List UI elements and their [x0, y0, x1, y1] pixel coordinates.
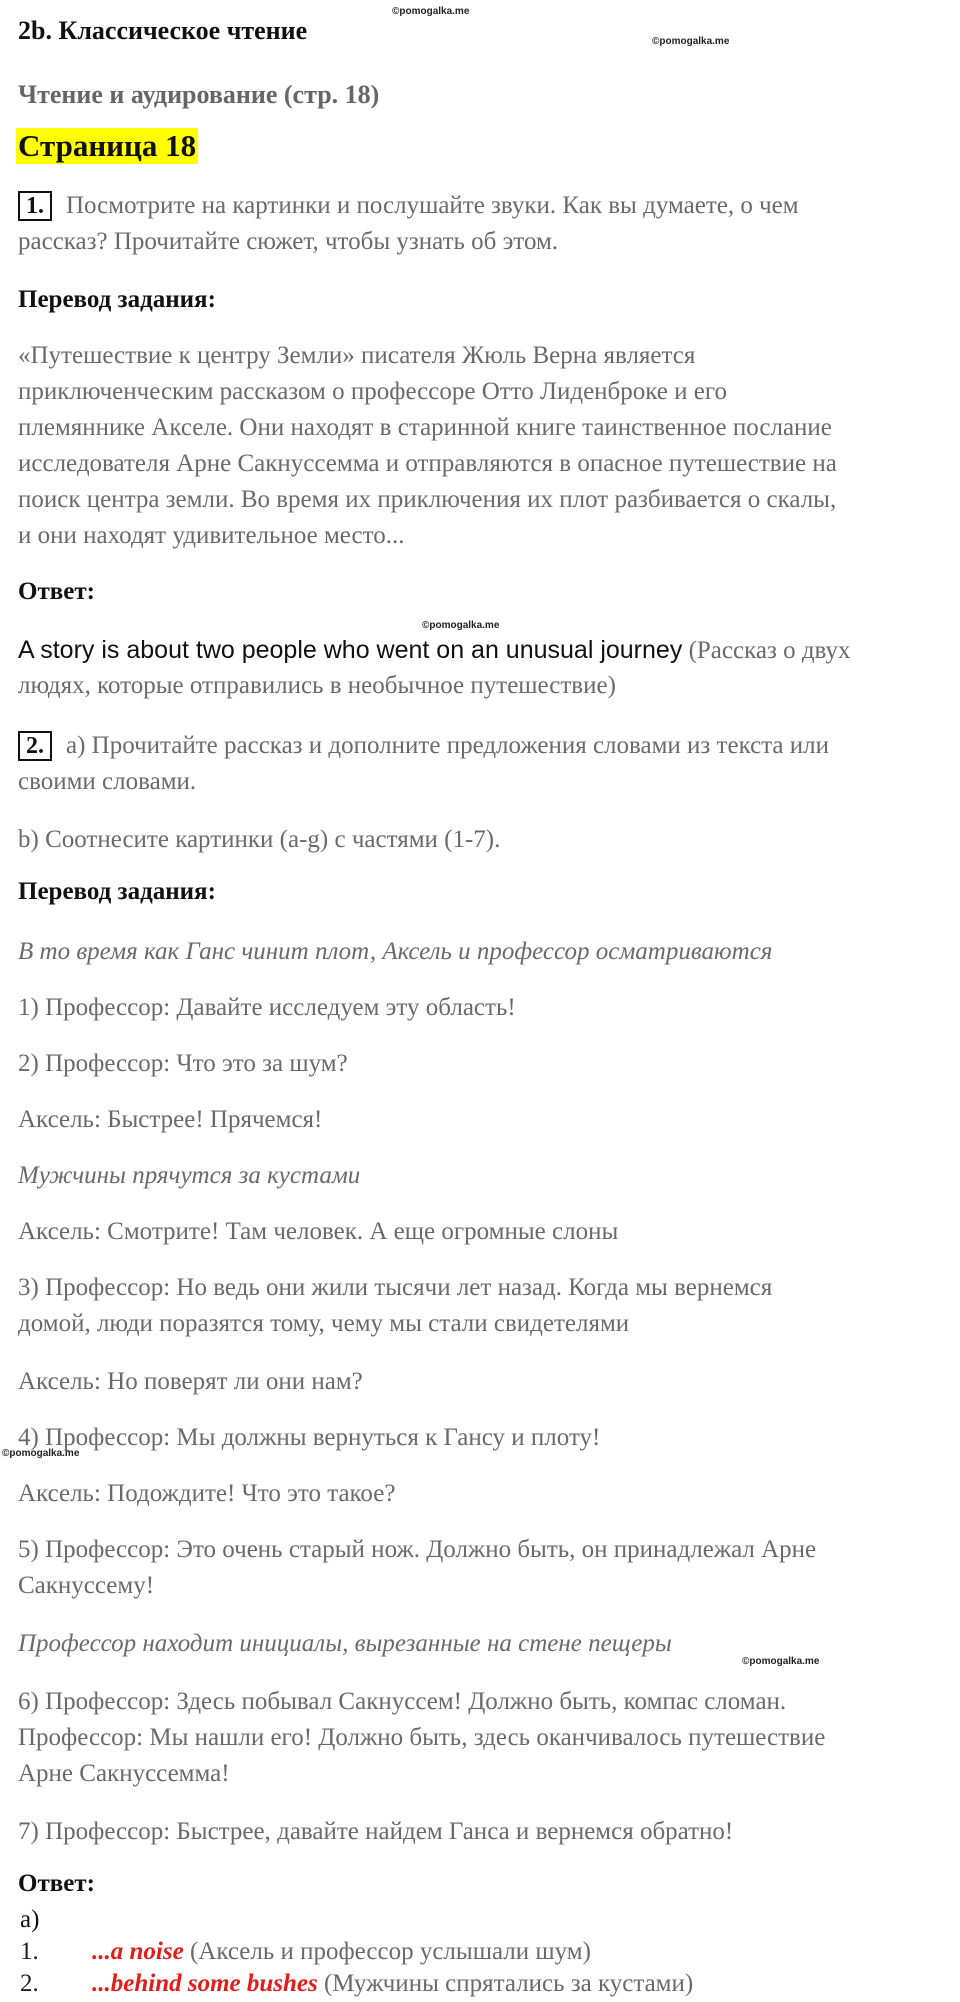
task1-line2: рассказ? Прочитайте сюжет, чтобы узнать об этом. — [18, 228, 559, 255]
answer-translation: (Аксель и профессор услышали шум) — [189, 1938, 591, 1965]
task2-line-b: b) Соотнесите картинки (a-g) с частями (1-7). — [18, 826, 501, 853]
task2-line: 3) Профессор: Но ведь они жили тысячи лет назад. Когда мы вернемся — [18, 1274, 773, 1301]
task2-line: Аксель: Но поверят ли они нам? — [18, 1368, 363, 1395]
task1-answer-english: A story is about two people who went on an unusual journey — [18, 636, 683, 664]
task1-translation-heading: Перевод задания: — [18, 286, 216, 313]
task1-answer-heading: Ответ: — [18, 578, 95, 605]
answer-number: 1. — [20, 1938, 39, 1965]
task2-line: домой, люди поразятся тому, чему мы стали свидетелями — [18, 1310, 630, 1337]
watermark: ©pomogalka.me — [652, 36, 730, 47]
task2-line: 5) Профессор: Это очень старый нож. Должно быть, он принадлежал Арне — [18, 1536, 817, 1563]
section-subtitle: Чтение и аудирование (стр. 18) — [18, 80, 380, 109]
task1-translation-line: племяннике Акселе. Они находят в старинной книге таинственное послание — [18, 414, 832, 441]
task2-line: 4) Профессор: Мы должны вернуться к Гансу и плоту! — [18, 1424, 601, 1451]
answer-item — [20, 1934, 591, 1970]
task2-instruction — [18, 728, 829, 764]
task1-translation-line: приключенческим рассказом о профессоре Отто Лиденброке и его — [18, 378, 727, 405]
task2-line: 7) Профессор: Быстрее, давайте найдем Ганса и вернемся обратно! — [18, 1818, 734, 1845]
answer-key: ...behind some bushes — [92, 1970, 318, 1997]
watermark: ©pomogalka.me — [422, 620, 500, 631]
page-title: 2b. Классическое чтение — [18, 16, 308, 45]
task2-line: В то время как Ганс чинит плот, Аксель и профессор осматриваются — [18, 938, 773, 965]
watermark: ©pomogalka.me — [2, 1448, 80, 1459]
task2-line: Мужчины прячутся за кустами — [18, 1162, 361, 1189]
task1-number: 1. — [18, 191, 52, 221]
task1-translation-line: и они находят удивительное место... — [18, 522, 405, 549]
page-label: Страница 18 — [18, 128, 197, 163]
task2-line: 2) Профессор: Что это за шум? — [18, 1050, 348, 1077]
answer-translation: (Мужчины спрятались за кустами) — [323, 1970, 694, 1997]
task1-answer — [18, 632, 851, 669]
task1-translation-line: исследователя Арне Сакнуссемма и отправляются в опасное путешествие на — [18, 450, 837, 477]
task2-line: 6) Профессор: Здесь побывал Сакнуссем! Должно быть, компас сломан. — [18, 1688, 787, 1715]
task1-answer-russian-cont: людях, которые отправились в необычное путешествие) — [18, 672, 616, 699]
task2-line: Профессор находит инициалы, вырезанные на стене пещеры — [18, 1630, 672, 1657]
answer-number: 2. — [20, 1970, 39, 1997]
task2-line: Аксель: Подождите! Что это такое? — [18, 1480, 396, 1507]
task2-answer-part: a) — [20, 1906, 40, 1933]
task2-number: 2. — [18, 731, 52, 761]
task2-translation-heading: Перевод задания: — [18, 878, 216, 905]
answer-key: ...a noise — [92, 1938, 184, 1965]
task2-answer-heading: Ответ: — [18, 1870, 95, 1897]
task1-answer-russian: (Рассказ о двух — [688, 637, 851, 664]
task1-translation-line: «Путешествие к центру Земли» писателя Жюль Верна является — [18, 342, 696, 369]
task2-line: 1) Профессор: Давайте исследуем эту область! — [18, 994, 516, 1021]
task2-line: Сакнуссему! — [18, 1572, 155, 1599]
task2-line-a2: своими словами. — [18, 768, 197, 795]
task1-instruction — [18, 188, 799, 224]
task2-line: Аксель: Смотрите! Там человек. А еще огромные слоны — [18, 1218, 619, 1245]
task1-translation-line: поиск центра земли. Во время их приключения их плот разбивается о скалы, — [18, 486, 837, 513]
watermark: ©pomogalka.me — [392, 6, 470, 17]
task2-line: Аксель: Быстрее! Прячемся! — [18, 1106, 323, 1133]
task2-line-a1: a) Прочитайте рассказ и дополните предложения словами из текста или — [66, 732, 830, 759]
task2-line: Профессор: Мы нашли его! Должно быть, здесь оканчивалось путешествие — [18, 1724, 826, 1751]
task2-line: Арне Сакнуссемма! — [18, 1760, 230, 1787]
answer-item — [20, 1966, 693, 2002]
watermark: ©pomogalka.me — [742, 1656, 820, 1667]
task1-line1: Посмотрите на картинки и послушайте звуки. Как вы думаете, о чем — [66, 192, 799, 219]
